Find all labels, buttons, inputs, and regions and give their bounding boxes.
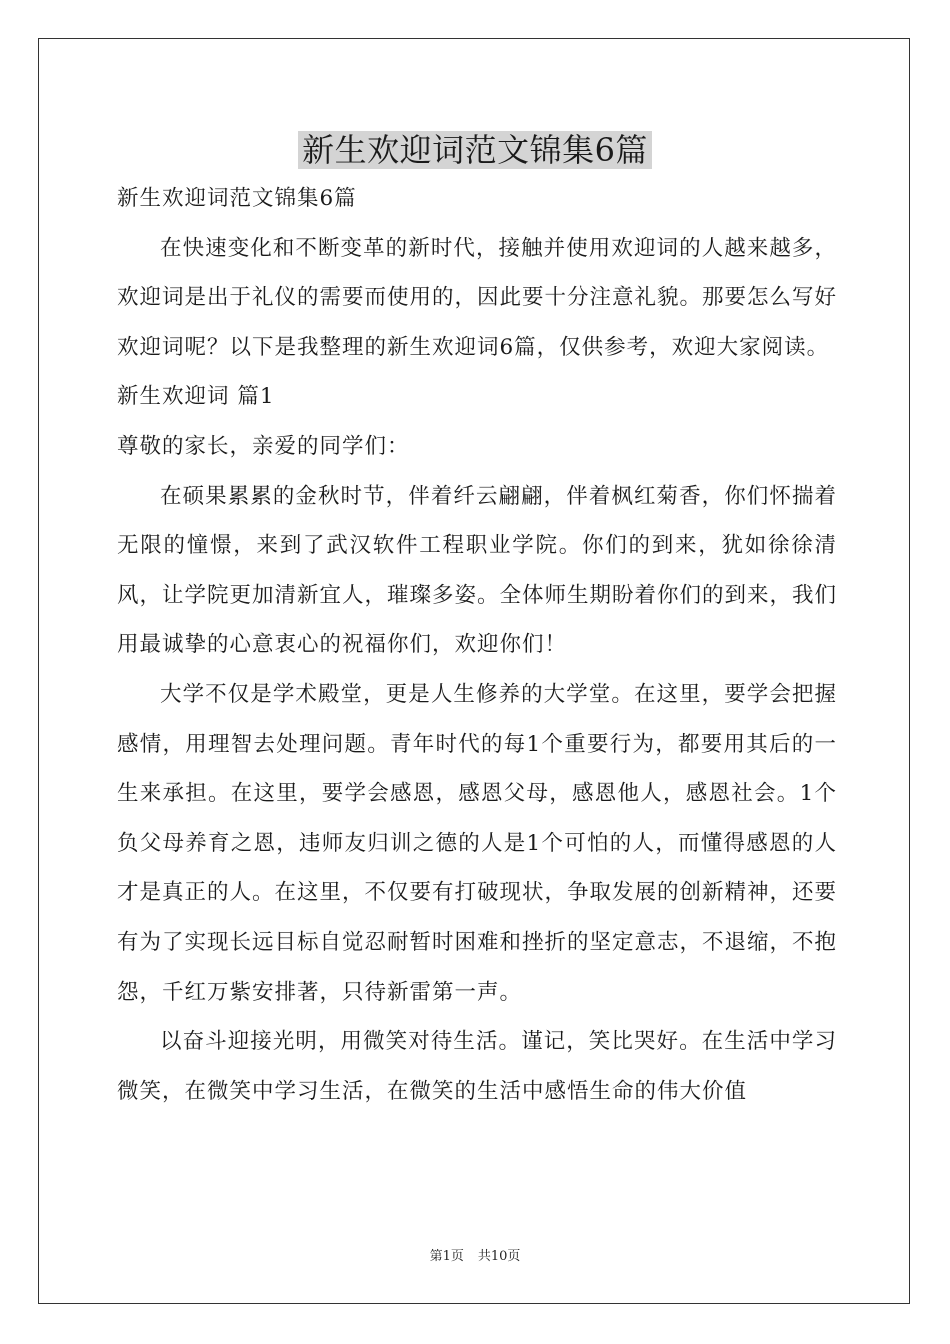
document-title-text: 新生欢迎词范文锦集6篇	[298, 131, 652, 169]
body-paragraph: 在硕果累累的金秋时节，伴着纤云翩翩，伴着枫红菊香，你们怀揣着无限的憧憬，来到了武汉软件工程职业学院。你们的到来，犹如徐徐清风，让学院更加清新宜人，璀璨多姿。全体师生期盼着你们的到来，我们用最诚挚的心意衷心的祝福你们，欢迎你们！	[117, 483, 838, 658]
page-total: 共10页	[477, 1249, 521, 1264]
page-number: 第1页	[429, 1249, 464, 1264]
document-body	[117, 174, 837, 1116]
document-subtitle: 新生欢迎词范文锦集6篇	[117, 186, 357, 211]
intro-paragraph: 在快速变化和不断变革的新时代，接触并使用欢迎词的人越来越多，欢迎词是出于礼仪的需要而使用的，因此要十分注意礼貌。那要怎么写好欢迎词呢？以下是我整理的新生欢迎词6篇，仅供参考，欢迎大家阅读。	[117, 235, 838, 360]
salutation: 尊敬的家长，亲爱的同学们：	[117, 433, 410, 459]
body-paragraph: 大学不仅是学术殿堂，更是人生修养的大学堂。在这里，要学会把握感情，用理智去处理问题。青年时代的每1个重要行为，都要用其后的一生来承担。在这里，要学会感恩，感恩父母，感恩他人，感恩社会。1个负父母养育之恩，违师友归训之德的人是1个可怕的人，而懂得感恩的人才是真正的人。在这里，不仅要有打破现状，争取发展的创新精神，还要有为了实现长远目标自觉忍耐暂时困难和挫折的坚定意志，不退缩，不抱怨，千红万紫安排著，只待新雷第一声。	[117, 681, 838, 1005]
body-paragraph: 以奋斗迎接光明，用微笑对待生活。谨记，笑比哭好。在生活中学习微笑，在微笑中学习生活，在微笑的生活中感悟生命的伟大价值	[117, 1029, 837, 1104]
section-heading: 新生欢迎词 篇1	[117, 384, 275, 410]
document-title	[0, 126, 950, 174]
page-footer	[0, 1248, 950, 1266]
